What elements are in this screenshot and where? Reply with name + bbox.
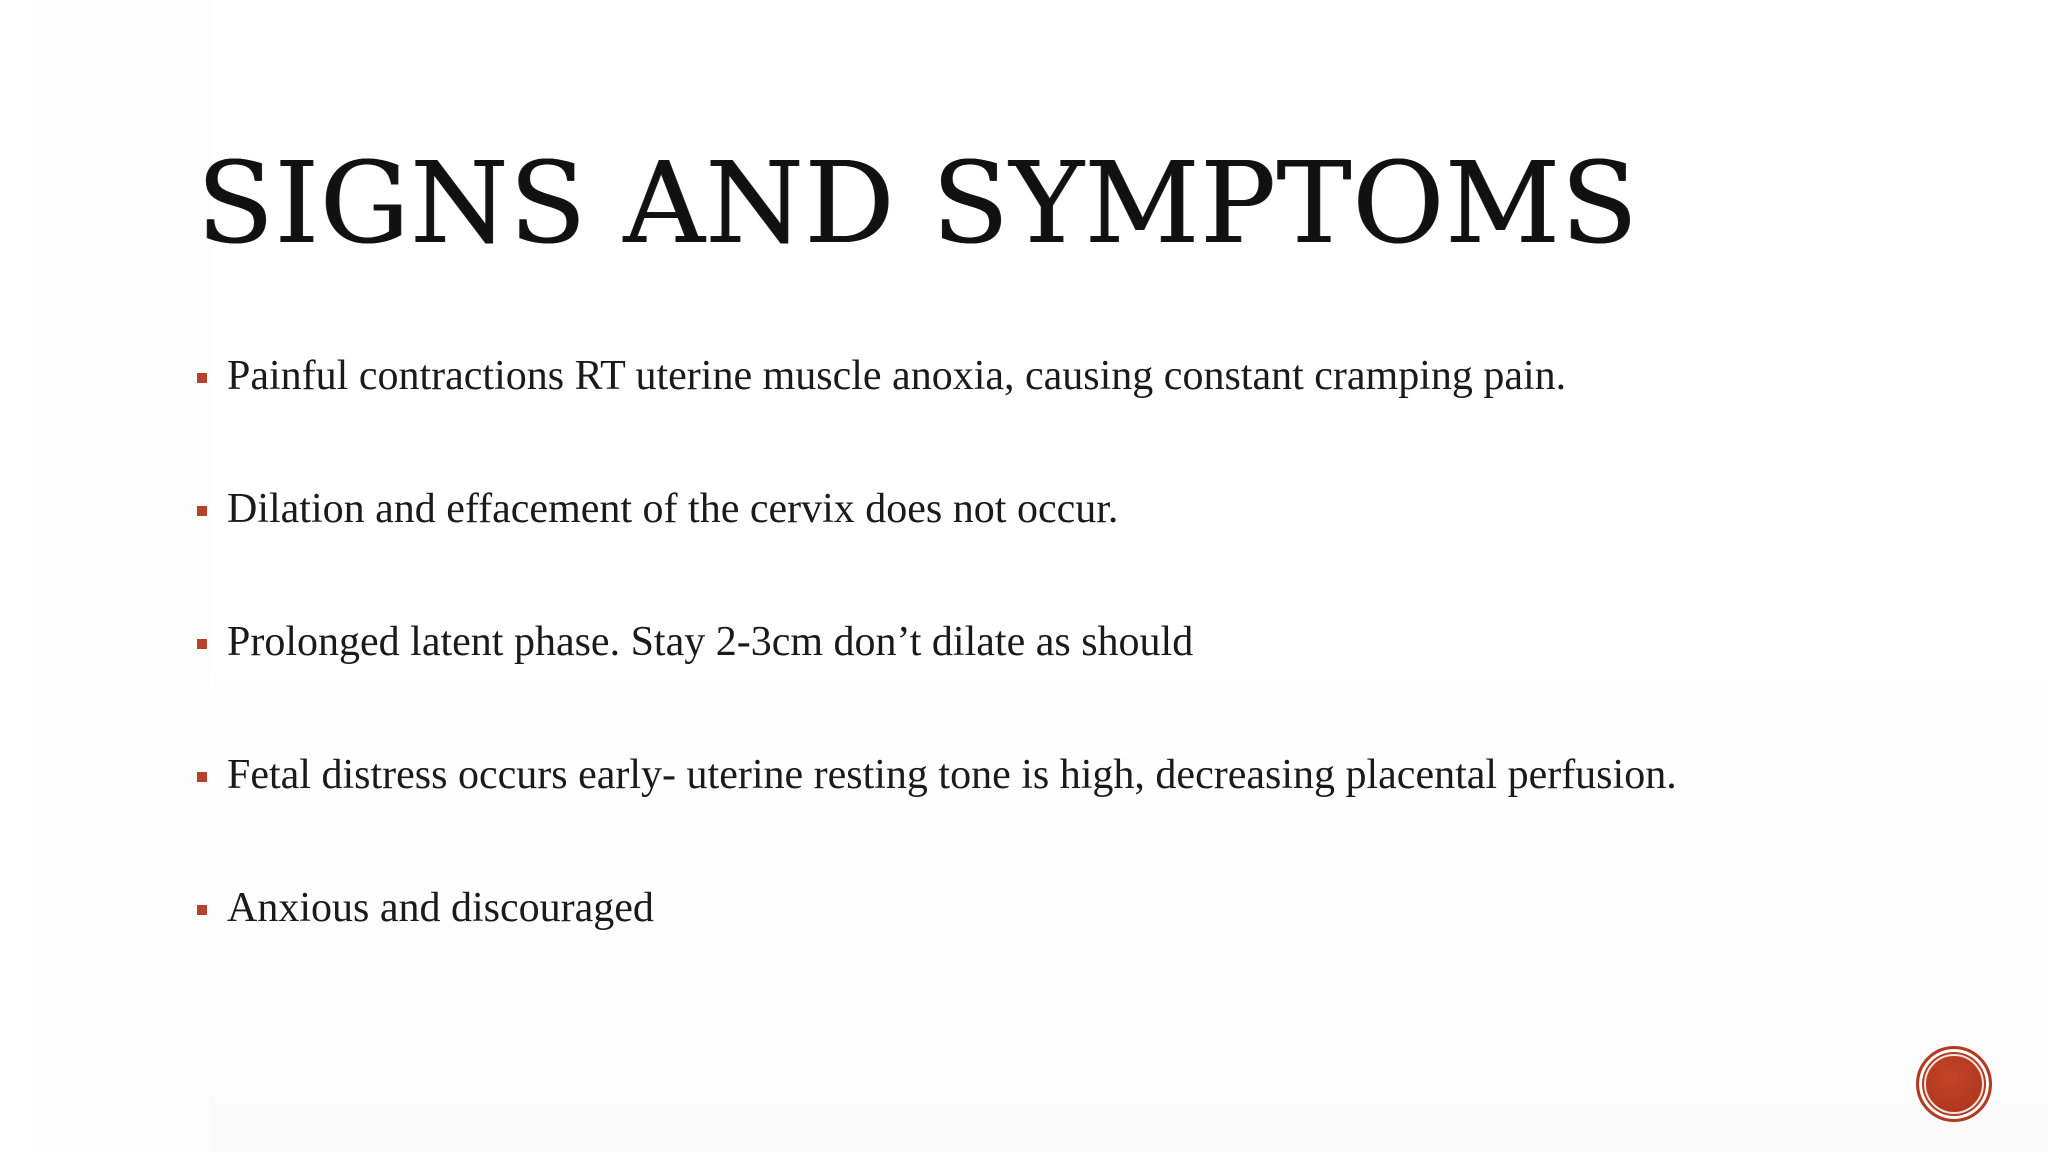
bullet-text: Painful contractions RT uterine muscle anoxia, causing constant cramping pain. — [227, 353, 1567, 399]
slide-title: SIGNS AND SYMPTOMS — [197, 139, 1639, 269]
square-bullet-icon — [197, 506, 207, 516]
bullet-item — [197, 621, 1837, 663]
bullet-text: Prolonged latent phase. Stay 2-3cm don’t dilate as should — [227, 619, 1194, 665]
bullet-text: Fetal distress occurs early- uterine resting tone is high, decreasing placental perfusion. — [227, 752, 1677, 798]
bullet-text: Anxious and discouraged — [227, 885, 654, 931]
bullet-item — [197, 355, 1837, 397]
bullet-text: Dilation and effacement of the cervix does not occur. — [227, 486, 1119, 532]
slide-left-shade — [0, 0, 210, 1152]
bullet-item — [197, 488, 1837, 530]
square-bullet-icon — [197, 772, 207, 782]
slide-nav-button[interactable] — [1916, 1046, 1992, 1122]
square-bullet-icon — [197, 905, 207, 915]
circle-nav-button-icon — [1924, 1054, 1984, 1114]
bullet-list — [197, 355, 1837, 929]
square-bullet-icon — [197, 639, 207, 649]
square-bullet-icon — [197, 373, 207, 383]
bullet-item — [197, 887, 1837, 929]
bullet-item — [197, 754, 1837, 796]
